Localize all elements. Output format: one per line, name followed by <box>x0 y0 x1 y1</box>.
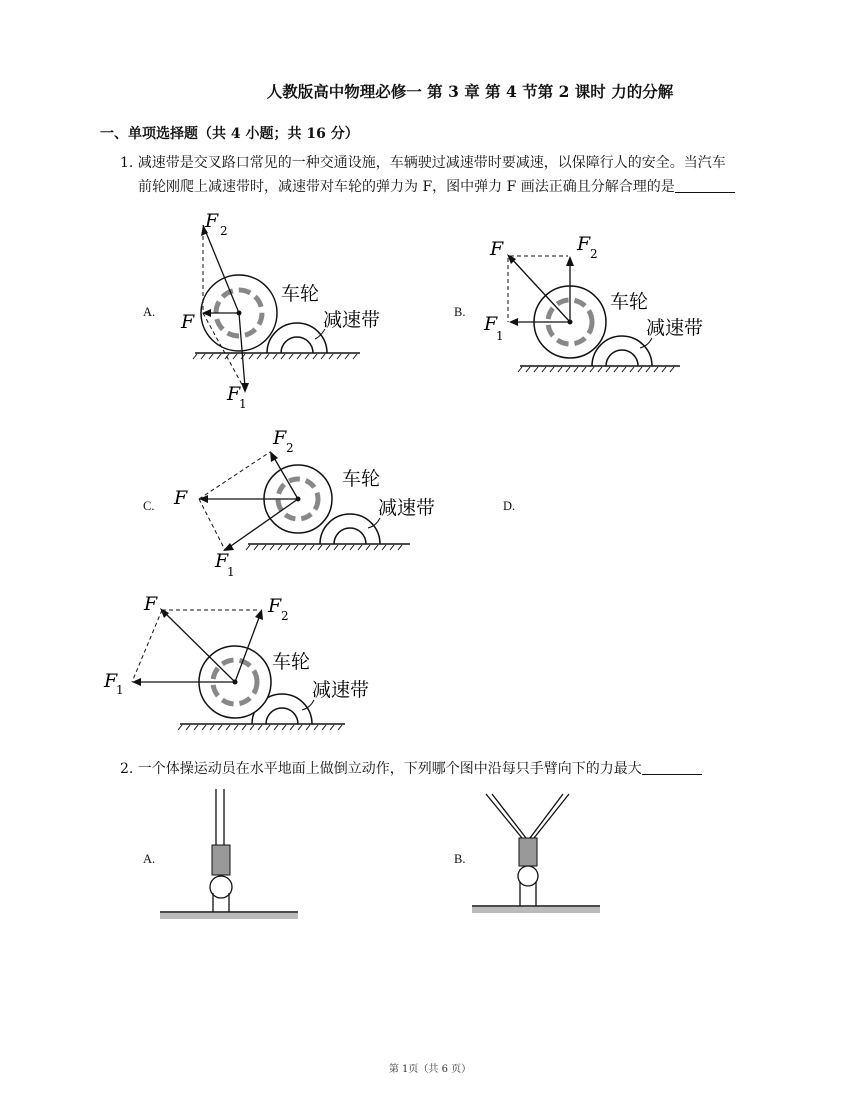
bump-label: 减速带 <box>646 317 704 339</box>
force-f1-label: F <box>104 670 118 692</box>
section-heading: 一、单项选择题（共 4 小题；共 16 分） <box>100 126 359 142</box>
question-2 <box>120 757 770 781</box>
q2-option-a-label[interactable]: A. <box>143 852 156 866</box>
force-f1-label: F <box>484 313 498 335</box>
question-2-text: 2. 一个体操运动员在水平地面上做倒立动作，下列哪个图中沿每只手臂向下的力最大 <box>120 761 642 777</box>
question-1-line-1: 1. 减速带是交叉路口常见的一种交通设施，车辆驶过减速带时要减速，以保障行人的安全。当汽车 <box>120 155 726 171</box>
answer-blank-2[interactable] <box>642 760 702 775</box>
force-f2-label: F <box>273 427 287 449</box>
force-f1-label: F <box>227 383 241 405</box>
force-f1-label: F <box>215 550 229 572</box>
force-f2-subscript: 2 <box>590 247 598 261</box>
bump-label: 减速带 <box>378 497 436 519</box>
q1-diagram-a[interactable] <box>175 205 405 415</box>
page-footer: 第 1页（共 6 页） <box>388 1064 472 1075</box>
wheel-label: 车轮 <box>272 651 311 673</box>
force-f1-subscript: 1 <box>227 565 235 579</box>
force-f-label: F <box>490 238 504 260</box>
q1-diagram-b[interactable] <box>480 230 730 380</box>
wheel-label: 车轮 <box>342 468 381 490</box>
q1-diagram-c[interactable] <box>170 420 440 585</box>
force-f-label: F <box>144 593 158 615</box>
question-1-line-2-text: 前轮刚爬上减速带时，减速带对车轮的弹力为 F，图中弹力 F 画法正确且分解合理的是 <box>138 179 675 195</box>
wheel-label: 车轮 <box>281 283 320 305</box>
force-f2-subscript: 2 <box>281 609 289 623</box>
bump-label: 减速带 <box>323 309 381 331</box>
q1-option-a-label[interactable]: A. <box>143 305 156 319</box>
q1-option-b-label[interactable]: B. <box>454 305 466 319</box>
q1-diagram-d[interactable] <box>100 590 400 735</box>
force-f-label: F <box>174 487 188 509</box>
force-f2-subscript: 2 <box>286 441 294 455</box>
force-f1-subscript: 1 <box>116 683 124 697</box>
force-f2-subscript: 2 <box>220 224 228 238</box>
question-1 <box>120 151 770 199</box>
force-f2-label: F <box>205 210 219 232</box>
force-f2-label: F <box>268 595 282 617</box>
q1-option-d-label[interactable]: D. <box>503 499 516 513</box>
q1-option-c-label[interactable]: C. <box>143 499 155 513</box>
question-1-line-2 <box>120 175 770 199</box>
force-f2-label: F <box>577 233 591 255</box>
force-f-label: F <box>181 311 195 333</box>
answer-blank-1[interactable] <box>675 178 735 193</box>
wheel-label: 车轮 <box>610 291 649 313</box>
bump-label: 减速带 <box>312 679 370 701</box>
q2-diagram-b[interactable] <box>468 790 608 920</box>
page-title: 人教版高中物理必修一 第 3 章 第 4 节第 2 课时 力的分解 <box>266 82 674 101</box>
force-f1-subscript: 1 <box>496 329 504 343</box>
q2-diagram-a[interactable] <box>158 785 303 935</box>
force-f1-subscript: 1 <box>239 397 247 411</box>
q2-option-b-label[interactable]: B. <box>454 852 466 866</box>
